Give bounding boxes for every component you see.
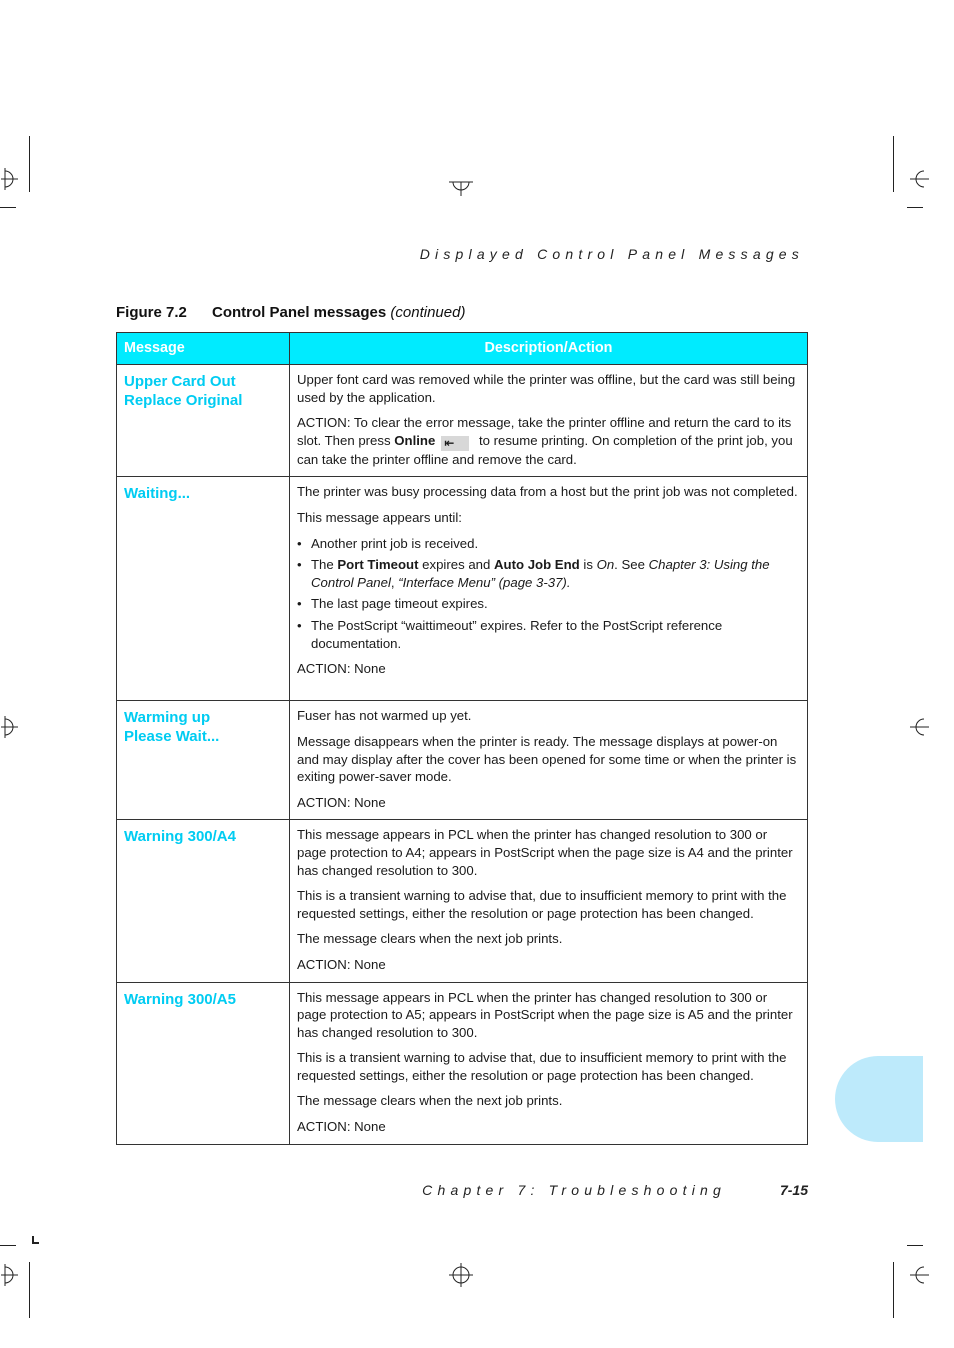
condition-list — [297, 535, 800, 653]
registration-mark-icon — [0, 166, 26, 192]
message-line: Replace Original — [124, 392, 243, 409]
crop-mark — [0, 207, 16, 208]
online-key-icon: ⇤ — [441, 436, 469, 451]
figure-continued: (continued) — [390, 304, 466, 321]
registration-mark-icon — [448, 1262, 474, 1288]
message-description — [290, 982, 808, 1144]
crop-mark — [0, 1245, 16, 1246]
table-header-row — [117, 333, 808, 365]
description-paragraph: The message clears when the next job prints. — [297, 931, 563, 947]
message-name — [117, 982, 290, 1144]
column-header-description: Description/Action — [290, 333, 808, 365]
description-paragraph: This message appears until: — [297, 509, 462, 525]
chapter-reference: Chapter 3: Using the Control Panel — [311, 557, 770, 590]
message-name — [117, 365, 290, 477]
running-head: Displayed Control Panel Messages — [419, 246, 804, 262]
crop-mark — [29, 136, 30, 192]
message-description — [290, 820, 808, 982]
description-paragraph: Fuser has not warmed up yet. — [297, 708, 472, 724]
list-text: is — [579, 557, 597, 573]
action-text: to resume printing. On completion of the print job, you can take the printer offline and remove the card. — [297, 432, 793, 467]
table-row — [117, 982, 808, 1144]
port-timeout-label: Port Timeout — [337, 557, 419, 573]
description-paragraph: Upper font card was removed while the printer was offline, but the card was still being used by the application. — [297, 372, 796, 405]
table-row — [117, 365, 808, 477]
crop-mark — [907, 1245, 923, 1246]
registration-mark-icon — [904, 714, 930, 740]
message-description — [290, 701, 808, 820]
online-label: Online — [394, 432, 436, 448]
chapter-thumb-tab — [835, 1056, 923, 1142]
footer-chapter: Chapter 7: Troubleshooting — [422, 1182, 726, 1198]
message-line: Warning 300/A4 — [124, 828, 236, 846]
message-line: Waiting... — [124, 485, 191, 503]
description-paragraph: The message clears when the next job prints. — [297, 1093, 563, 1109]
registration-mark-icon — [0, 1262, 26, 1288]
crop-mark — [893, 1262, 894, 1318]
list-text: The — [311, 557, 338, 573]
figure-caption — [116, 304, 465, 321]
message-description — [290, 365, 808, 477]
message-line: Warming up — [124, 709, 211, 727]
description-paragraph: This message appears in PCL when the printer has changed resolution to 300 or page protection to A4; appears in PostScript when the page size is A4 and the printer has changed resolution to 300. — [297, 827, 793, 878]
description-paragraph: This is a transient warning to advise that, due to insufficient memory to print with the requested settings, either the resolution or page protection has been changed. — [297, 888, 787, 921]
message-name — [117, 701, 290, 820]
page-reference: “Interface Menu” (page 3-37). — [398, 574, 571, 590]
auto-job-end-label: Auto Job End — [494, 557, 580, 573]
crop-mark — [32, 1242, 39, 1244]
action-paragraph: ACTION: None — [297, 794, 386, 810]
action-paragraph: ACTION: None — [297, 1119, 386, 1135]
description-paragraph: This is a transient warning to advise that, due to insufficient memory to print with the requested settings, either the resolution or page protection has been changed. — [297, 1050, 787, 1083]
message-line: Warning 300/A5 — [124, 990, 236, 1008]
list-text: On — [596, 557, 615, 573]
crop-mark — [907, 207, 923, 208]
table-row — [117, 820, 808, 982]
message-name — [117, 820, 290, 982]
table-row — [117, 477, 808, 701]
messages-table — [116, 332, 808, 1145]
description-paragraph: Message disappears when the printer is ready. The message displays at power-on and may display after the cover has been opened for some time or when the printer is exiting power-saver mode. — [297, 733, 797, 785]
registration-mark-icon — [904, 166, 930, 192]
figure-number: Figure 7.2 — [116, 304, 187, 321]
action-paragraph — [297, 414, 800, 468]
figure-title: Control Panel messages — [212, 304, 387, 321]
registration-mark-icon — [904, 1262, 930, 1288]
action-paragraph: ACTION: None — [297, 661, 386, 677]
message-line: Please Wait... — [124, 728, 220, 746]
description-paragraph: The printer was busy processing data from a host but the print job was not completed. — [297, 484, 798, 500]
list-item — [297, 556, 800, 591]
registration-mark-icon — [448, 172, 474, 198]
description-paragraph: This message appears in PCL when the printer has changed resolution to 300 or page protection to A5; appears in PostScript when the page size is A5 and the printer has changed resolution to 300. — [297, 989, 793, 1040]
list-item: • The last page timeout expires. — [297, 595, 800, 613]
list-text: expires and — [418, 557, 494, 573]
message-line: Upper Card Out — [124, 373, 236, 390]
crop-mark — [29, 1262, 30, 1318]
message-name — [117, 477, 290, 701]
list-text: . See — [614, 557, 649, 573]
list-item: • Another print job is received. — [297, 535, 800, 553]
page-number: 7-15 — [779, 1182, 808, 1198]
list-text: , — [390, 574, 399, 590]
table-row — [117, 701, 808, 820]
crop-mark — [893, 136, 894, 192]
list-item: • The PostScript “waittimeout” expires. Refer to the PostScript reference documentation. — [297, 617, 800, 652]
action-text: ACTION: To clear the error message, take the printer offline and return the card to its slot. Then press — [297, 415, 792, 448]
registration-mark-icon — [0, 714, 26, 740]
column-header-message: Message — [117, 333, 290, 365]
action-paragraph: ACTION: None — [297, 956, 386, 972]
message-description — [290, 477, 808, 701]
